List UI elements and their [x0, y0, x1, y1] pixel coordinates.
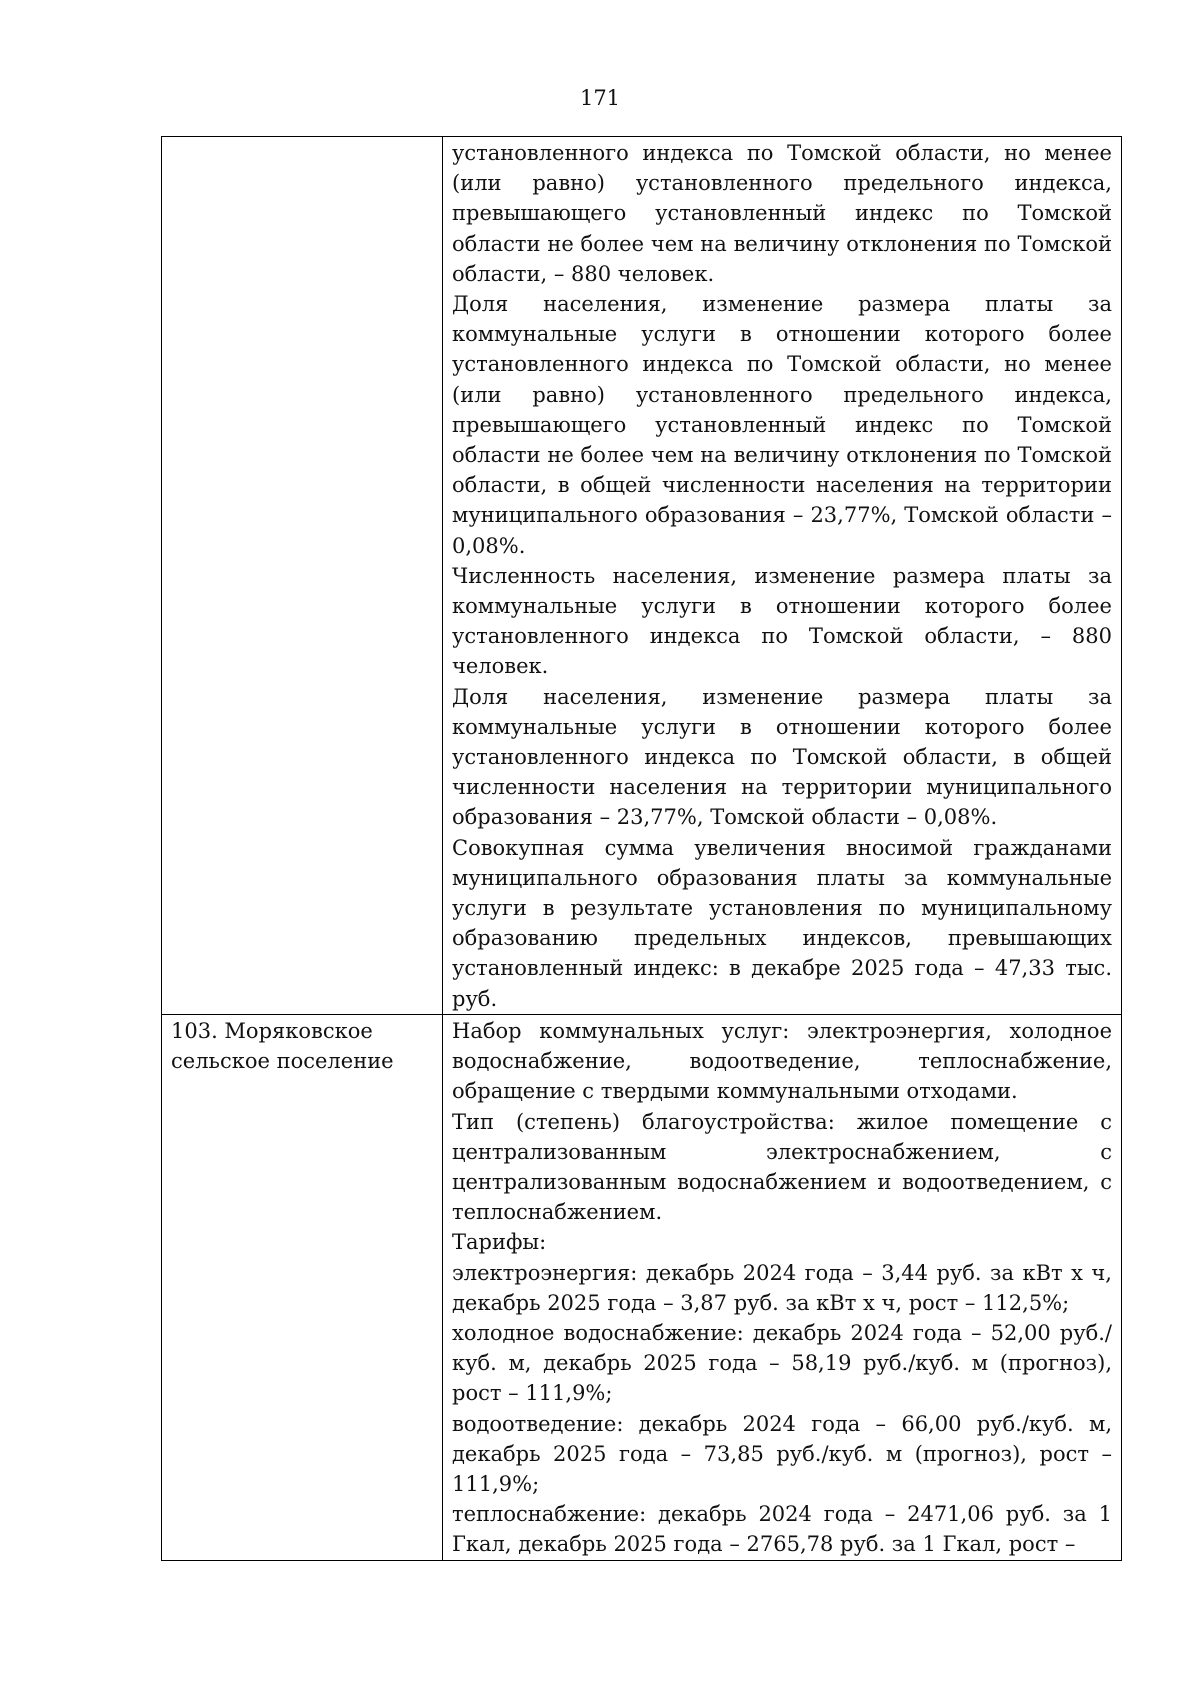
paragraph: установленного индекса по Томской области, но менее (или равно) установленного предельного индекса, превышающего установленный индекс по Томской области не более чем на величину отклонения по Томской области, – 880 человек. — [452, 141, 1112, 286]
paragraph: Набор коммунальных услуг: электроэнергия, холодное водоснабжение, водоотведение, теплоснабжение, обращение с твердыми коммунальными отходами. — [452, 1018, 1112, 1104]
paragraph: холодное водоснабжение: декабрь 2024 года – 52,00 руб./куб. м, декабрь 2025 года – 58,19 руб./куб. м (прогноз), рост – 111,9%; — [452, 1320, 1112, 1406]
paragraph: Совокупная сумма увеличения вносимой гражданами муниципального образования платы за коммунальные услуги в результате установления по муниципальному образованию предельных индексов, превышающих установленный индекс: в декабре 2025 года – 47,33 тыс. руб. — [452, 835, 1112, 1011]
paragraph: Тип (степень) благоустройства: жилое помещение с централизованным электроснабжением, с централизованным водоснабжением и водоотведением, с теплоснабжением. — [452, 1109, 1112, 1225]
paragraph: водоотведение: декабрь 2024 года – 66,00 руб./куб. м, декабрь 2025 года – 73,85 руб./куб. м (прогноз), рост – 111,9%; — [452, 1411, 1112, 1496]
municipality-cell — [162, 137, 443, 1015]
paragraph: Доля населения, изменение размера платы за коммунальные услуги в отношении которого более установленного индекса по Томской области, в общей численности населения на территории муниципального образования – 23,77%, Томской области – 0,08%. — [452, 684, 1112, 830]
paragraph: Тарифы: — [452, 1230, 547, 1255]
indicators-cell — [443, 1014, 1122, 1560]
paragraph: Численность населения, изменение размера платы за коммунальные услуги в отношении которого более установленного индекса по Томской области, – 880 человек. — [452, 563, 1112, 679]
paragraph: теплоснабжение: декабрь 2024 года – 2471,06 руб. за 1 Гкал, декабрь 2025 года – 2765,78 руб. за 1 Гкал, рост – — [452, 1502, 1112, 1557]
indicators-cell — [443, 137, 1122, 1015]
table-row — [162, 1014, 1122, 1560]
paragraph: Доля населения, изменение размера платы за коммунальные услуги в отношении которого более установленного индекса по Томской области, но менее (или равно) установленного предельного индекса, превышающего установленный индекс по Томской области не более чем на величину отклонения по Томской области, в общей численности населения на территории муниципального образования – 23,77%, Томской области – 0,08%. — [452, 292, 1112, 558]
table-row — [162, 137, 1122, 1015]
paragraph: электроэнергия: декабрь 2024 года – 3,44 руб. за кВт х ч, декабрь 2025 года – 3,87 руб. за кВт х ч, рост – 112,5%; — [452, 1260, 1112, 1315]
page-number: 171 — [579, 86, 621, 110]
indicators-table — [161, 136, 1122, 1561]
municipality-cell: 103. Моряковское сельское поселение — [162, 1014, 443, 1560]
